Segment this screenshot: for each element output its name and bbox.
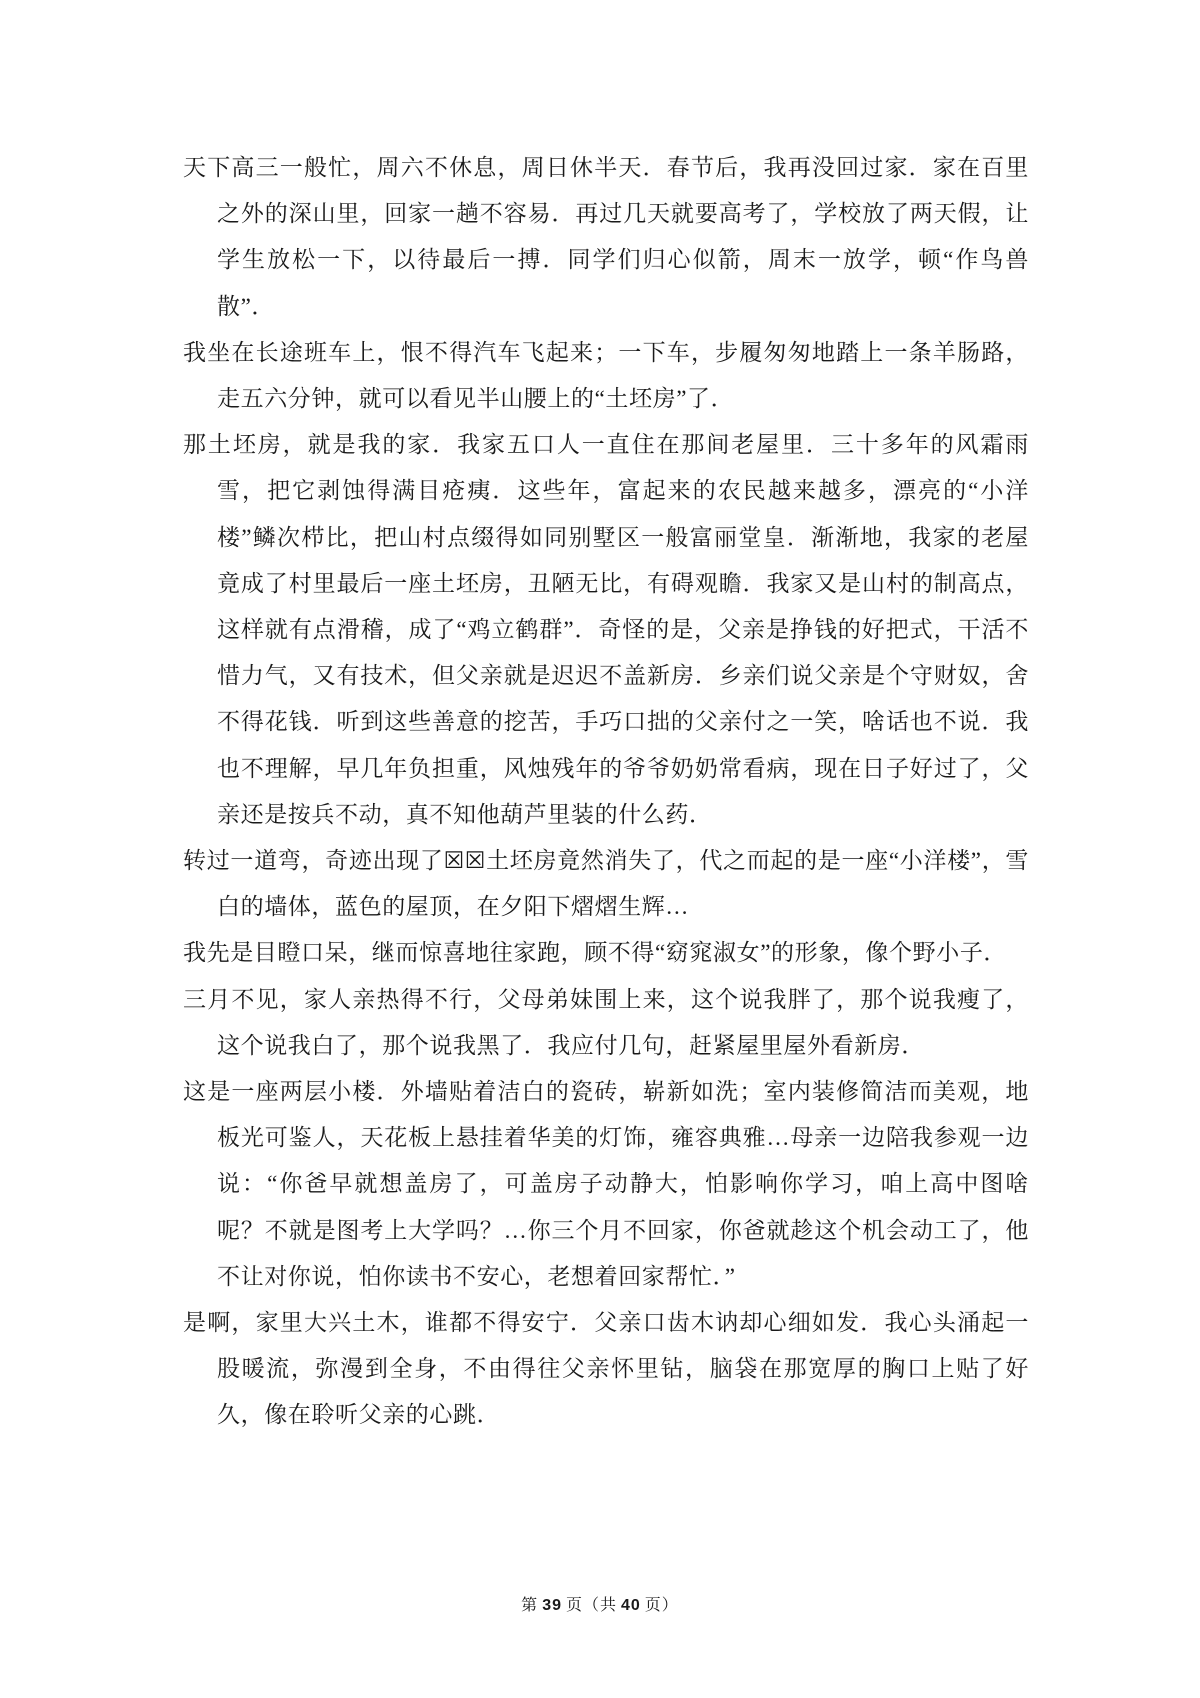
paragraph: 天下高三一般忙，周六不休息，周日休半天．春节后，我再没回过家．家在百里之外的深山里，回家一趟不容易．再过几天就要高考了，学校放了两天假，让学生放松一下，以待最后一搏．同学们归心似箭，周末一放学，顿“作鸟兽散”． [183,155,1029,319]
paragraph: 这是一座两层小楼．外墙贴着洁白的瓷砖，崭新如洗；室内装修简洁而美观，地板光可鉴人，天花板上悬挂着华美的灯饰，雍容典雅…母亲一边陪我参观一边说：“你爸早就想盖房了，可盖房子动静大，怕影响你学习，咱上高中图啥呢？不就是图考上大学吗？…你三个月不回家，你爸就趁这个机会动工了，他不让对你说，怕你读书不安心，老想着回家帮忙．” [183,1079,1029,1289]
paragraph: 那土坯房，就是我的家．我家五口人一直住在那间老屋里．三十多年的风霜雨雪，把它剥蚀得满目疮痍．这些年，富起来的农民越来越多，漂亮的“小洋楼”鳞次栉比，把山村点缀得如同别墅区一般富丽堂皇．渐渐地，我家的老屋竟成了村里最后一座土坯房，丑陋无比，有碍观瞻．我家又是山村的制高点，这样就有点滑稽，成了“鸡立鹤群”．奇怪的是，父亲是挣钱的好把式，干活不惜力气，又有技术，但父亲就是迟迟不盖新房．乡亲们说父亲是个守财奴，舍不得花钱．听到这些善意的挖苦，手巧口拙的父亲付之一笑，啥话也不说．我也不理解，早几年负担重，风烛残年的爷爷奶奶常看病，现在日子好过了，父亲还是按兵不动，真不知他葫芦里装的什么药． [183,432,1029,827]
footer-suffix: 页） [644,1597,679,1614]
paragraph: 转过一道弯，奇迹出现了☒☒土坯房竟然消失了，代之而起的是一座“小洋楼”，雪白的墙体，蓝色的屋顶，在夕阳下熠熠生辉… [183,848,1029,920]
footer-middle: 页（共 [565,1597,617,1614]
footer-prefix: 第 [521,1597,539,1614]
paragraph: 是啊，家里大兴土木，谁都不得安宁．父亲口齿木讷却心细如发．我心头涌起一股暖流，弥漫到全身，不由得往父亲怀里钻，脑袋在那宽厚的胸口上贴了好久，像在聆听父亲的心跳． [183,1310,1029,1428]
document-body [183,145,1029,1439]
paragraph: 我先是目瞪口呆，继而惊喜地往家跑，顾不得“窈窕淑女”的形象，像个野小子． [183,940,1008,966]
current-page-number: 39 [542,1597,562,1614]
paragraph: 三月不见，家人亲热得不行，父母弟妹围上来，这个说我胖了，那个说我瘦了，这个说我白了，那个说我黑了．我应付几句，赶紧屋里屋外看新房． [183,986,1029,1058]
paragraph: 我坐在长途班车上，恨不得汽车飞起来；一下车，步履匆匆地踏上一条羊肠路，走五六分钟，就可以看见半山腰上的“土坯房”了． [183,339,1029,412]
total-page-number: 40 [621,1597,641,1614]
page-footer [0,1592,1200,1615]
